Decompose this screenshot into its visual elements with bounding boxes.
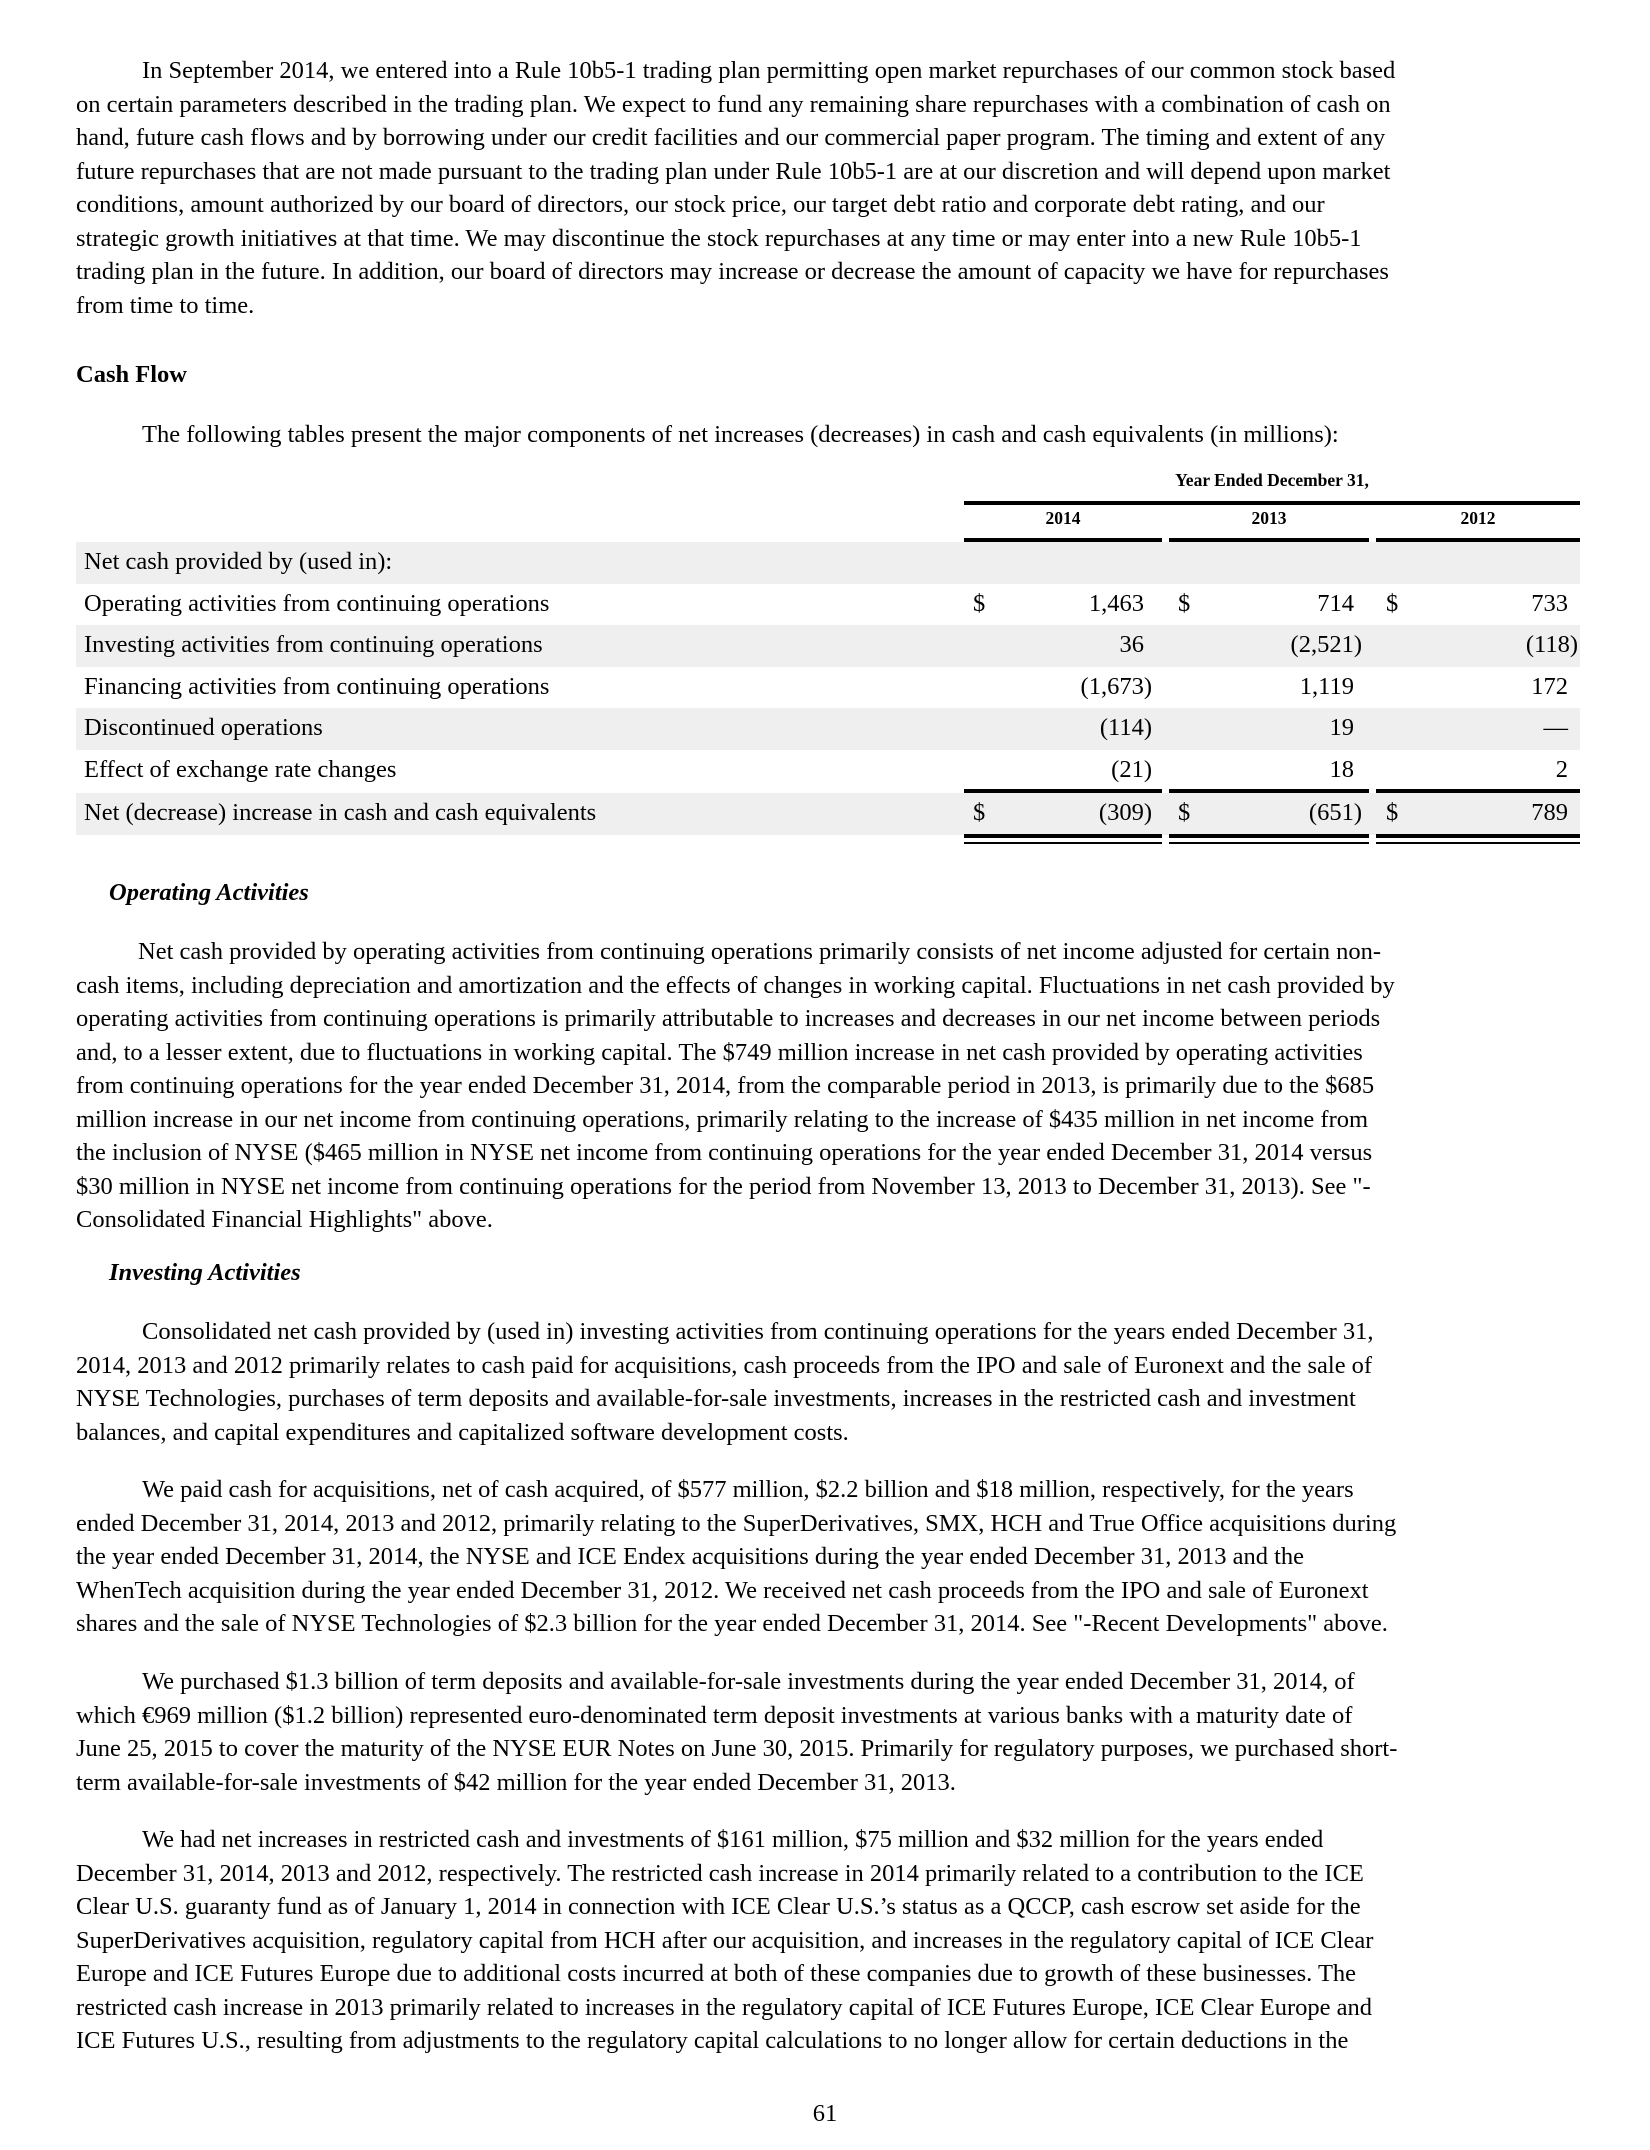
table-row: [76, 625, 1580, 667]
text-line: We purchased $1.3 billion of term deposits and available-for-sale investments during the year ended December 31, 2014, of: [142, 1668, 1355, 1695]
text-line: Net cash provided by operating activities from continuing operations primarily consists of net income adjusted for certain non-: [138, 938, 1382, 965]
cell-2014: (21): [1111, 755, 1152, 783]
text-line: future repurchases that are not made pursuant to the trading plan under Rule 10b5-1 are at our discretion and will depend upon market: [76, 157, 1391, 185]
row-label: Operating activities from continuing operations: [84, 589, 550, 617]
text-line: Consolidated Financial Highlights" above.: [76, 1206, 493, 1233]
text-line: on certain parameters described in the trading plan. We expect to fund any remaining share repurchases with a combination of cash on: [76, 90, 1391, 118]
row-label: Investing activities from continuing operations: [84, 631, 543, 658]
text-line: from continuing operations for the year ended December 31, 2014, from the comparable period in 2013, is primarily due to the $685: [76, 1072, 1375, 1099]
investing-activities-heading: Investing Activities: [109, 1259, 301, 1286]
investing-paragraph-3: [76, 1665, 1397, 1799]
text-line: which €969 million ($1.2 billion) represented euro-denominated term deposit investments at various banks with a maturity date of: [76, 1701, 1353, 1729]
text-line: conditions, amount authorized by our board of directors, our stock price, our target debt ratio and corporate debt rating, and our: [76, 191, 1325, 218]
text-line: shares and the sale of NYSE Technologies of $2.3 billion for the year ended December 31, 2014. See "-Recent Developments" above.: [76, 1610, 1388, 1637]
currency-symbol: $: [1386, 589, 1399, 617]
total-double-rule: [1169, 834, 1369, 844]
table-row: [76, 750, 1580, 792]
cell-2012: 733: [1531, 589, 1568, 617]
text-line: Europe and ICE Futures Europe due to additional costs incurred at both of these companies due to growth of these businesses. The: [76, 1960, 1357, 1987]
text-line: 2014, 2013 and 2012 primarily relates to cash paid for acquisitions, cash proceeds from the IPO and sale of Euronext and the sale of: [76, 1351, 1373, 1379]
text-line: the inclusion of NYSE ($465 million in NYSE net income from continuing operations for the year ended December 31, 2014 versus: [76, 1139, 1373, 1166]
text-line: We paid cash for acquisitions, net of cash acquired, of $577 million, $2.2 billion and $18 million, respectively, for the years: [142, 1476, 1354, 1503]
text-line: Consolidated net cash provided by (used in) investing activities from continuing operations for the years ended December 31,: [142, 1318, 1374, 1345]
intro-paragraph: [76, 54, 1395, 322]
text-line: WhenTech acquisition during the year ended December 31, 2012. We received net cash proceeds from the IPO and sale of Euronext: [76, 1576, 1369, 1604]
text-line: term available-for-sale investments of $42 million for the year ended December 31, 2013.: [76, 1768, 956, 1796]
text-line: trading plan in the future. In addition, our board of directors may increase or decrease the amount of capacity we have for repurchases: [76, 258, 1389, 285]
text-line: hand, future cash flows and by borrowing under our credit facilities and our commercial paper program. The timing and extent of any: [76, 124, 1386, 151]
investing-paragraph-1: [76, 1315, 1373, 1449]
cell-2014: (114): [1099, 714, 1152, 741]
text-line: We had net increases in restricted cash and investments of $161 million, $75 million and $32 million for the years ended: [142, 1826, 1324, 1853]
operating-activities-heading: Operating Activities: [109, 879, 309, 906]
table-total-row: [76, 793, 1580, 835]
table-section-row: [76, 542, 1580, 584]
text-line: In September 2014, we entered into a Rule 10b5-1 trading plan permitting open market repurchases of our common stock based: [142, 57, 1396, 84]
total-double-rule: [964, 834, 1162, 844]
text-line: restricted cash increase in 2013 primarily related to increases in the regulatory capital of ICE Futures Europe, ICE Clear Europe and: [76, 1993, 1372, 2021]
text-line: balances, and capital expenditures and capitalized software development costs.: [76, 1418, 849, 1446]
text-line: June 25, 2015 to cover the maturity of the NYSE EUR Notes on June 30, 2015. Primarily for regulatory purposes, we purchased short-: [76, 1735, 1398, 1762]
table-row: [76, 708, 1580, 750]
cell-2014: 1,463: [1088, 589, 1144, 617]
cell-2012: 2: [1555, 755, 1568, 783]
cell-2013: (651): [1308, 799, 1362, 826]
column-header-2013: 2013: [1251, 508, 1287, 528]
cash-flow-heading: Cash Flow: [76, 361, 187, 388]
cell-2013: 1,119: [1299, 672, 1354, 700]
text-line: strategic growth initiatives at that time. We may discontinue the stock repurchases at any time or may enter into a new Rule 10b5-1: [76, 224, 1362, 252]
currency-symbol: $: [1178, 799, 1191, 826]
text-line: and, to a lesser extent, due to fluctuations in working capital. The $749 million increase in net cash provided by operating activities: [76, 1038, 1363, 1066]
text-line: NYSE Technologies, purchases of term deposits and available-for-sale investments, increases in the restricted cash and investment: [76, 1385, 1356, 1412]
text-line: ICE Futures U.S., resulting from adjustments to the regulatory capital calculations to no longer allow for certain deductions in the: [76, 2027, 1349, 2054]
period-header: Year Ended December 31,: [1175, 470, 1369, 490]
cell-2013: (2,521): [1290, 631, 1362, 658]
row-label: Effect of exchange rate changes: [84, 755, 397, 783]
cell-2012: (118): [1525, 631, 1578, 658]
cash-flow-intro: The following tables present the major components of net increases (decreases) in cash and cash equivalents (in millions):: [142, 421, 1339, 448]
cell-2014: 36: [1119, 631, 1144, 658]
cell-2012: 789: [1531, 799, 1568, 826]
investing-paragraph-4: [76, 1823, 1373, 2058]
text-line: from time to time.: [76, 291, 255, 319]
cell-2012: —: [1543, 714, 1568, 741]
text-line: SuperDerivatives acquisition, regulatory capital from HCH after our acquisition, and increases in the regulatory capital of ICE Clear: [76, 1926, 1374, 1954]
text-line: Clear U.S. guaranty fund as of January 1, 2014 in connection with ICE Clear U.S.’s status as a QCCP, cash escrow set aside for the: [76, 1893, 1361, 1920]
row-label: Discontinued operations: [84, 714, 323, 741]
currency-symbol: $: [1386, 799, 1399, 826]
header-rule: [964, 501, 1580, 505]
currency-symbol: $: [1178, 589, 1191, 617]
text-line: December 31, 2014, 2013 and 2012, respectively. The restricted cash increase in 2014 primarily related to a contribution to the ICE: [76, 1859, 1364, 1887]
cell-2013: 714: [1317, 589, 1354, 617]
text-line: $30 million in NYSE net income from continuing operations for the period from November 13, 2013 to December 31, 2013). See "-: [76, 1172, 1371, 1200]
column-header-2014: 2014: [1045, 508, 1081, 528]
cell-2012: 172: [1531, 672, 1568, 700]
total-double-rule: [1376, 834, 1580, 844]
cell-2013: 18: [1329, 755, 1354, 783]
operating-activities-paragraph: [76, 935, 1395, 1237]
table-row: [76, 584, 1580, 626]
currency-symbol: $: [973, 799, 986, 826]
currency-symbol: $: [973, 589, 986, 617]
row-label: Financing activities from continuing operations: [84, 672, 550, 700]
text-line: operating activities from continuing operations is primarily attributable to increases and decreases in our net income between periods: [76, 1005, 1381, 1032]
text-line: million increase in our net income from continuing operations, primarily relating to the increase of $435 million in net income from: [76, 1105, 1369, 1133]
text-line: ended December 31, 2014, 2013 and 2012, primarily relating to the SuperDerivatives, SMX, HCH and True Office acquisitions during: [76, 1509, 1397, 1537]
cell-2014: (309): [1098, 799, 1152, 826]
row-label: Net (decrease) increase in cash and cash equivalents: [84, 799, 597, 826]
investing-paragraph-2: [76, 1473, 1396, 1641]
cell-2013: 19: [1329, 714, 1354, 741]
table-row: [76, 667, 1580, 709]
text-line: cash items, including depreciation and amortization and the effects of changes in working capital. Fluctuations in net cash provided by: [76, 971, 1395, 999]
cell-2014: (1,673): [1080, 672, 1152, 700]
column-header-2012: 2012: [1460, 508, 1496, 528]
page-number: 61: [812, 2100, 838, 2127]
row-label: Net cash provided by (used in):: [84, 548, 393, 575]
text-line: the year ended December 31, 2014, the NYSE and ICE Endex acquisitions during the year ended December 31, 2013 and the: [76, 1543, 1305, 1570]
